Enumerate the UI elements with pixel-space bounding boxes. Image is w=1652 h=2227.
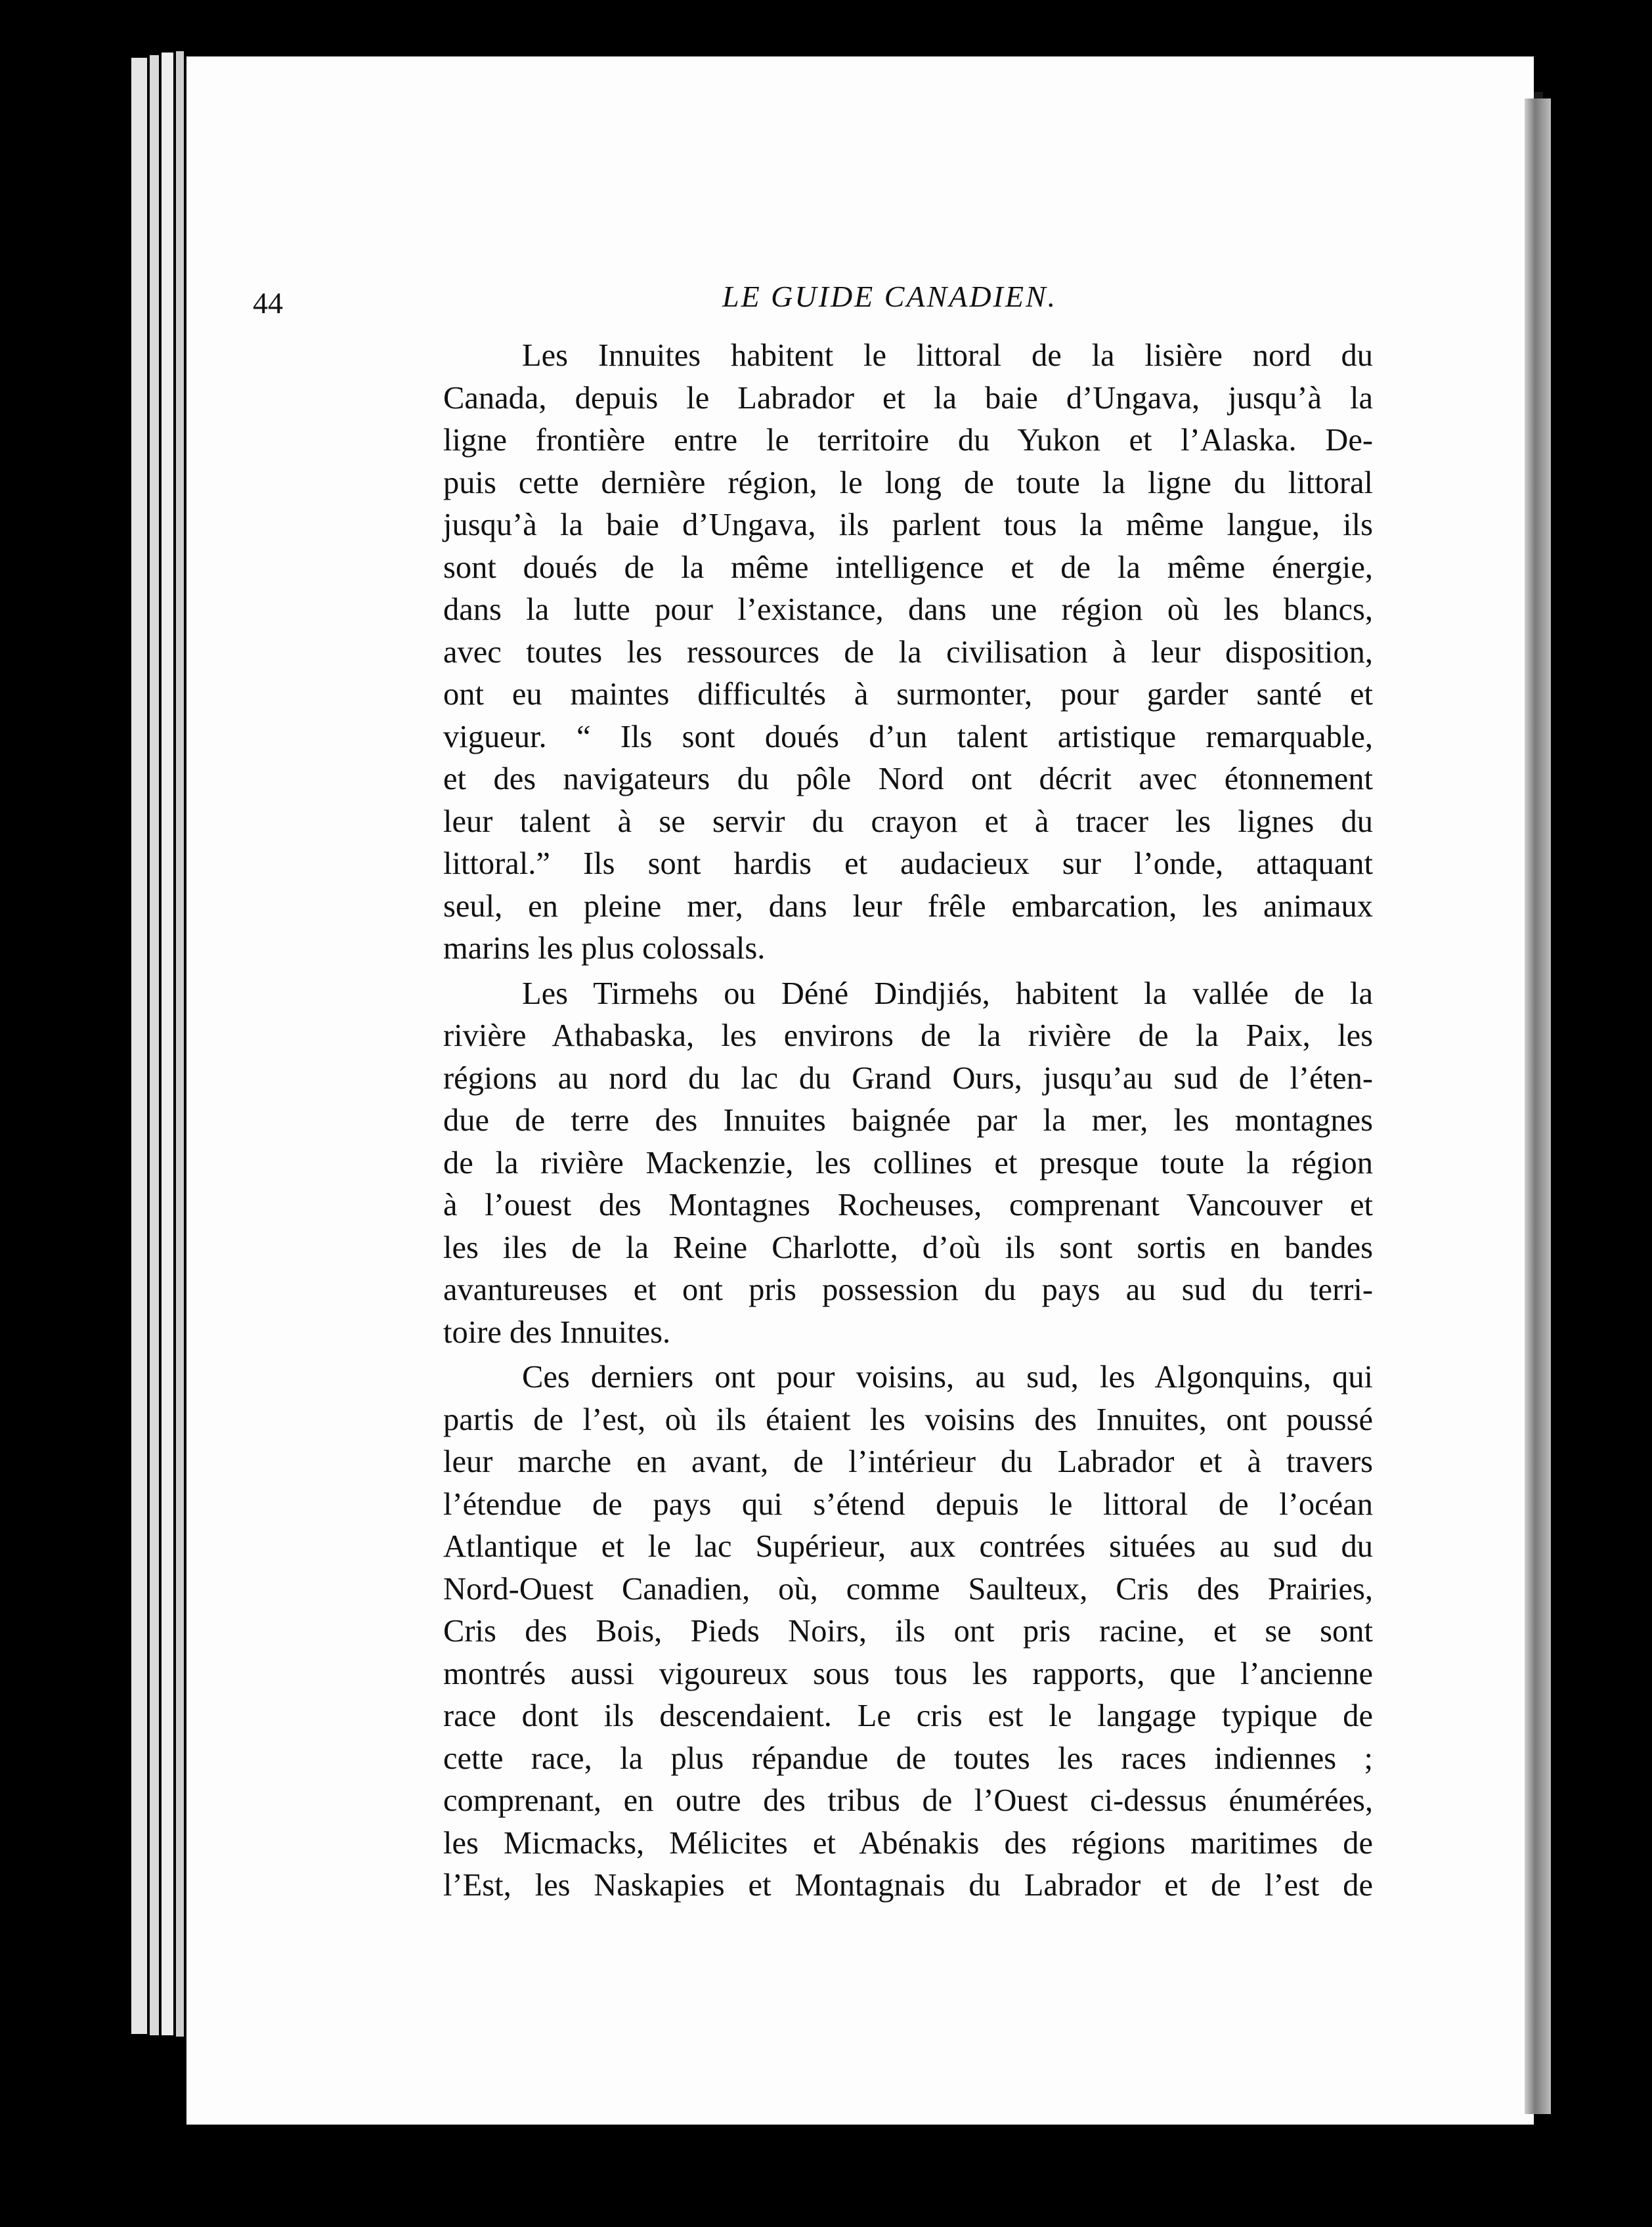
page-edge bbox=[176, 51, 184, 2037]
text-line: seul, en pleine mer, dans leur frêle embarcation, les animaux bbox=[443, 888, 1373, 924]
paragraph-3 bbox=[443, 1356, 1373, 1907]
text-line: race dont ils descendaient. Le cris est le langage typique de bbox=[443, 1698, 1373, 1733]
text-line: avec toutes les ressources de la civilisation à leur disposition, bbox=[443, 634, 1373, 670]
text-line: Les Innuites habitent le littoral de la lisière nord du bbox=[522, 338, 1373, 373]
page-binding bbox=[1525, 98, 1551, 2114]
text-line: Cris des Bois, Pieds Noirs, ils ont pris racine, et se sont bbox=[443, 1614, 1373, 1649]
text-line: cette race, la plus répandue de toutes les races indiennes ; bbox=[443, 1741, 1373, 1776]
text-line: l’étendue de pays qui s’étend depuis le littoral de l’océan bbox=[443, 1486, 1373, 1522]
text-line: leur talent à se servir du crayon et à tracer les lignes du bbox=[443, 804, 1373, 839]
text-line: les iles de la Reine Charlotte, d’où ils sont sortis en bandes bbox=[443, 1230, 1373, 1265]
text-line: sont doués de la même intelligence et de la même énergie, bbox=[443, 550, 1373, 585]
text-line: de la rivière Mackenzie, les collines et presque toute la région bbox=[443, 1145, 1373, 1180]
text-line: l’Est, les Naskapies et Montagnais du Labrador et de l’est de bbox=[443, 1868, 1373, 1903]
text-line: ont eu maintes difficultés à surmonter, pour garder santé et bbox=[443, 677, 1373, 712]
text-line: montrés aussi vigoureux sous tous les rapports, que l’ancienne bbox=[443, 1656, 1373, 1691]
body-text bbox=[443, 335, 1373, 1907]
text-line: puis cette dernière région, le long de toute la ligne du littoral bbox=[443, 465, 1373, 500]
text-line: dans la lutte pour l’existance, dans une région où les blancs, bbox=[443, 592, 1373, 627]
page-edge bbox=[131, 58, 147, 2034]
text-line: et des navigateurs du pôle Nord ont décrit avec étonnement bbox=[443, 762, 1373, 796]
text-line: à l’ouest des Montagnes Rocheuses, comprenant Vancouver et bbox=[443, 1188, 1373, 1222]
text-line: rivière Athabaska, les environs de la rivière de la Paix, les bbox=[443, 1018, 1373, 1053]
text-line: ligne frontière entre le territoire du Yukon et l’Alaska. De- bbox=[443, 423, 1373, 458]
text-line: vigueur. “ Ils sont doués d’un talent artistique remarquable, bbox=[443, 719, 1373, 754]
text-line: Nord-Ouest Canadien, où, comme Saulteux, Cris des Prairies, bbox=[443, 1571, 1373, 1607]
text-line: toire des Innuites. bbox=[443, 1314, 671, 1350]
text-line: avantureuses et ont pris possession du pays au sud du terri- bbox=[443, 1272, 1373, 1307]
text-line: Les Tirmehs ou Déné Dindjiés, habitent la vallée de la bbox=[522, 976, 1373, 1011]
text-line: Canada, depuis le Labrador et la baie d’Ungava, jusqu’à la bbox=[443, 380, 1373, 416]
page-edge bbox=[150, 55, 159, 2035]
text-line: leur marche en avant, de l’intérieur du Labrador et à travers bbox=[443, 1444, 1373, 1479]
paragraph-1 bbox=[443, 335, 1373, 970]
text-line: comprenant, en outre des tribus de l’Ouest ci-dessus énumérées, bbox=[443, 1783, 1373, 1818]
page-edge bbox=[162, 53, 173, 2035]
text-line: marins les plus colossals. bbox=[443, 931, 766, 966]
text-line: jusqu’à la baie d’Ungava, ils parlent tous la même langue, ils bbox=[443, 508, 1373, 542]
text-line: partis de l’est, où ils étaient les voisins des Innuites, ont poussé bbox=[443, 1402, 1373, 1437]
text-line: littoral.” Ils sont hardis et audacieux sur l’onde, attaquant bbox=[443, 846, 1373, 881]
text-line: Ces derniers ont pour voisins, au sud, les Algonquins, qui bbox=[522, 1360, 1373, 1395]
text-line: Atlantique et le lac Supérieur, aux contrées situées au sud du bbox=[443, 1529, 1373, 1564]
paragraph-2 bbox=[443, 973, 1373, 1354]
text-line: régions au nord du lac du Grand Ours, jusqu’au sud de l’éten- bbox=[443, 1060, 1373, 1096]
text-line: les Micmacks, Mélicites et Abénakis des régions maritimes de bbox=[443, 1825, 1373, 1861]
page-number: 44 bbox=[253, 286, 283, 320]
running-head: LE GUIDE CANADIEN. bbox=[722, 280, 1058, 313]
text-line: due de terre des Innuites baignée par la mer, les montagnes bbox=[443, 1103, 1373, 1138]
